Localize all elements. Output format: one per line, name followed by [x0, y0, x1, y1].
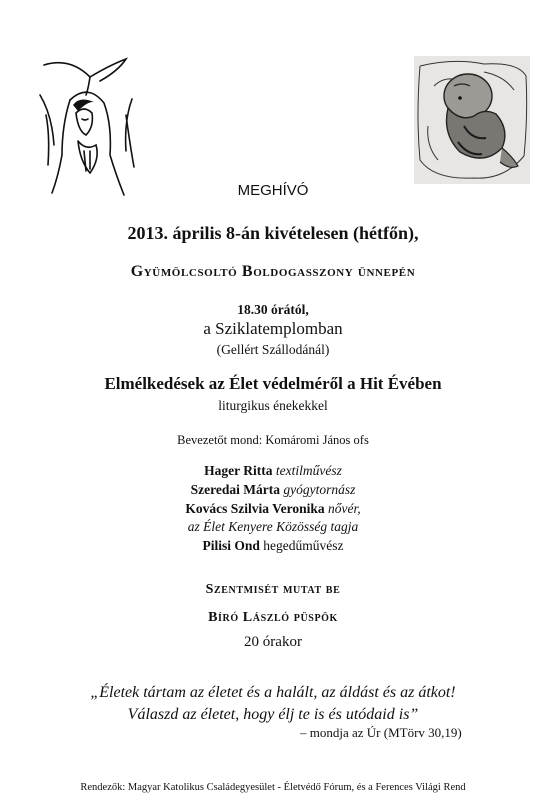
organizers-footer: Rendezők: Magyar Katolikus Családegyesület - Életvédő Fórum, és a Ferences Világi Rend	[80, 782, 466, 793]
quote-line-1: „Életek tártam az életet és a halált, az áldást és az átkot!	[90, 684, 456, 701]
event-place-note: (Gellért Szállodánál)	[216, 342, 330, 357]
quote-source-text: – mondja az Úr (MTörv 30,19)	[300, 725, 462, 740]
speaker-name: Kovács Szilvia Veronika	[185, 501, 325, 516]
event-place: a Sziklatemplomban	[203, 319, 343, 338]
fetus-illustration	[414, 56, 530, 184]
event-topic-note: liturgikus énekekkel	[218, 398, 328, 413]
intro-speaker: Bevezetőt mond: Komáromi János ofs	[177, 433, 369, 447]
speaker-line	[0, 463, 546, 479]
speaker-role: textilművész	[275, 463, 342, 478]
speaker-line	[0, 519, 546, 535]
event-date: 2013. április 8-án kivételesen (hétfőn),	[127, 223, 419, 243]
speaker-name: Szeredai Márta	[190, 482, 280, 497]
feast-name: Gyümölcsoltó Boldogasszony ünnepén	[130, 263, 416, 280]
event-time: 18.30 órától,	[237, 302, 309, 317]
madonna-illustration	[30, 55, 148, 200]
event-topic: Elmélkedések az Élet védelméről a Hit Évében	[104, 374, 442, 393]
speaker-line	[0, 501, 546, 517]
speaker-name: Hager Ritta	[204, 463, 273, 478]
mass-time: 20 órakor	[244, 634, 302, 650]
mass-celebrant: Bíró László püspök	[208, 610, 338, 625]
speaker-role: gyógytornász	[283, 482, 356, 497]
speaker-role: az Élet Kenyere Közösség tagja	[187, 519, 359, 534]
speaker-name: Pilisi Ond	[202, 538, 260, 553]
speaker-line	[0, 482, 546, 498]
speaker-role: hegedűművész	[263, 538, 344, 553]
mass-line: Szentmisét mutat be	[205, 582, 341, 597]
invitation-title: MEGHÍVÓ	[237, 182, 309, 199]
speaker-line	[0, 538, 546, 554]
quote-line-2: Válaszd az életet, hogy élj te is és utódaid is”	[127, 706, 419, 723]
speaker-role: nővér,	[328, 501, 361, 516]
